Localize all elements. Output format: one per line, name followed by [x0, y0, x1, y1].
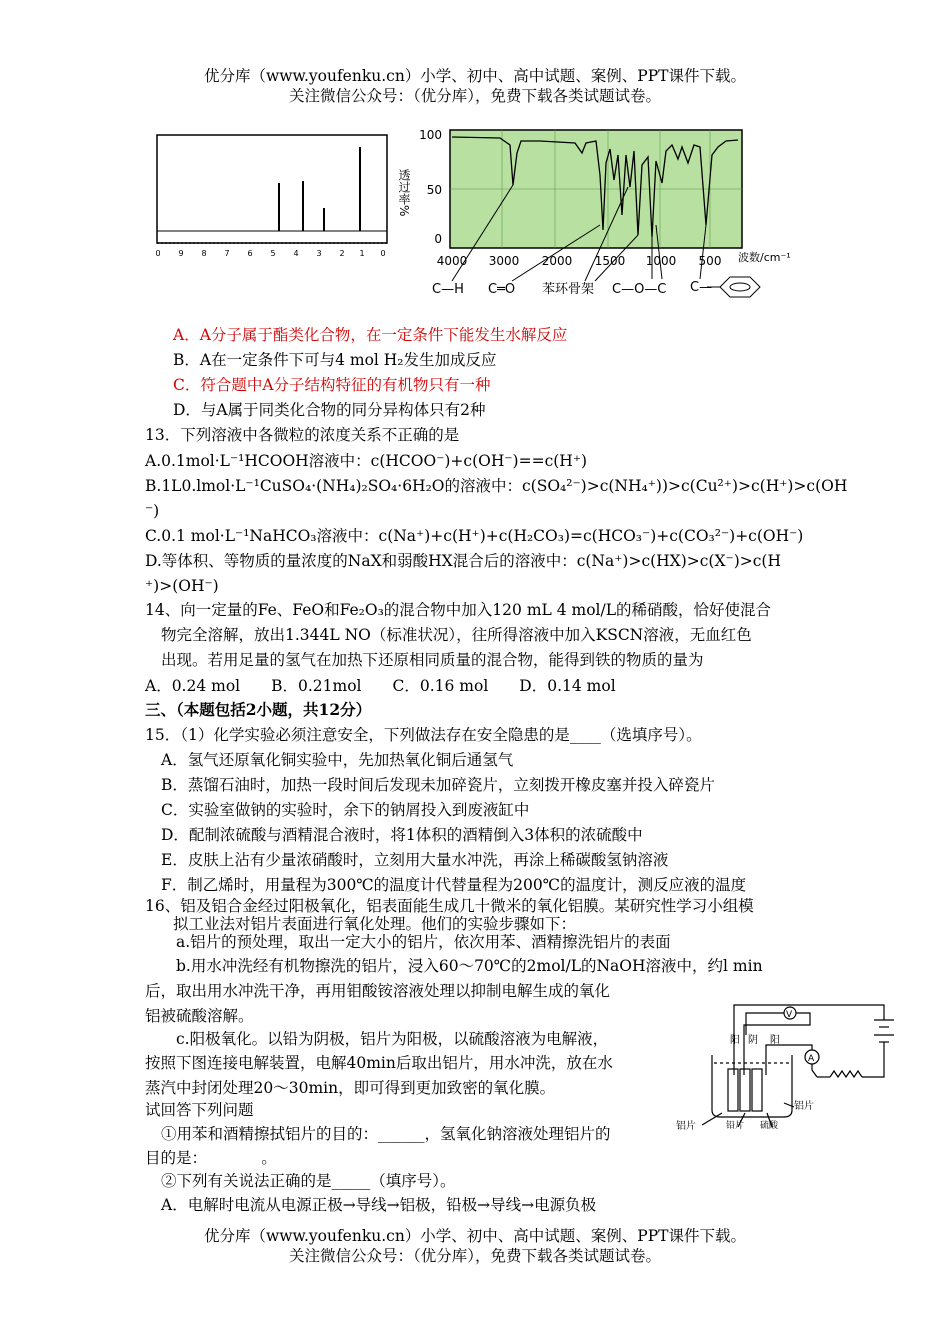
q16-step-b-cont2: 铝被硫酸溶解。: [145, 1007, 254, 1025]
footer-line-2: 关注微信公众号：（优分库），免费下载各类试题试卷。: [288, 1247, 661, 1265]
ir-y-label: 透过率%: [397, 169, 411, 217]
q12-option-c: C．符合题中A分子结构特征的有机物只有一种: [173, 376, 491, 394]
ir-y-tick: 0: [434, 232, 442, 246]
apparatus-label: 铅片: [726, 1121, 745, 1131]
ir-x-tick: 1500: [594, 254, 626, 268]
nmr-tick: 8: [201, 249, 207, 258]
q12-option-d: D．与A属于同类化合物的同分异构体只有2种: [173, 401, 486, 419]
q14-line-3: 出现。若用足量的氢气在加热下还原相同质量的混合物，能得到铁的物质的量为: [161, 651, 704, 669]
q15-stem: 15．（1）化学实验必须注意安全，下列做法存在安全隐患的是____（选填序号）。: [145, 726, 702, 744]
q16-step-c: c.阳极氧化。以铅为阴极，铝片为阳极，以硫酸溶液为电解液，: [176, 1030, 609, 1048]
apparatus-label: 硫酸: [760, 1121, 779, 1131]
nmr-tick: 6: [247, 249, 253, 258]
ir-peak-label: C—H: [432, 282, 464, 297]
nmr-tick: 1: [359, 249, 365, 258]
apparatus-label: 阳: [730, 1035, 740, 1046]
ir-peak-label: 苯环骨架: [542, 282, 595, 297]
nmr-tick: 9: [178, 249, 184, 258]
q13-stem: 13．下列溶液中各微粒的浓度关系不正确的是: [145, 426, 460, 444]
header-line-2: 关注微信公众号：（优分库），免费下载各类试题试卷。: [288, 87, 661, 105]
q13-option-d-cont: ⁺)>(OH⁻): [145, 577, 219, 595]
ir-spectrum-figure: [397, 125, 800, 303]
ir-x-unit: 波数/cm⁻¹: [738, 251, 791, 264]
q13-option-b: B.1L0.lmol·L⁻¹CuSO₄·(NH₄)₂SO₄·6H₂O的溶液中：c(SO₄²⁻)>c(NH₄⁺))>c(Cu²⁺)>c(H⁺)>c(OH: [145, 477, 848, 495]
q15-option-b: B．蒸馏石油时，加热一段时间后发现未加碎瓷片，立刻拨开橡皮塞并投入碎瓷片: [161, 776, 715, 794]
q16-step-c-cont: 按照下图连接电解装置，电解40min后取出铝片，用水冲洗，放在水: [145, 1054, 613, 1072]
q16-ask: 试回答下列问题: [145, 1101, 254, 1119]
header-line-1: 优分库（www.youfenku.cn）小学、初中、高中试题、案例、PPT课件下载。: [203, 67, 747, 85]
nmr-tick: 4: [293, 249, 299, 258]
nmr-tick: 2: [339, 249, 345, 258]
q16-question-2: ②下列有关说法正确的是_____（填序号）。: [161, 1172, 456, 1190]
ir-y-tick: 50: [426, 183, 442, 197]
q13-option-a: A.0.1mol·L⁻¹HCOOH溶液中：c(HCOO⁻)+c(OH⁻)==c(H⁺): [145, 452, 588, 470]
q12-option-a: A．A分子属于酯类化合物，在一定条件下能发生水解反应: [173, 326, 568, 344]
ir-peak-label: C—: [690, 280, 713, 295]
apparatus-label: 铝片: [676, 1121, 696, 1132]
nmr-tick: 0: [155, 249, 161, 258]
q13-option-b-cont: ⁻): [145, 502, 160, 520]
q16-line-1: 16、铝及铝合金经过阳极氧化，铝表面能生成几十微米的氧化铝膜。某研究性学习小组模: [145, 897, 754, 915]
nmr-spectrum-figure: [148, 130, 393, 265]
voltmeter-label: V: [786, 1010, 793, 1020]
q16-question-1-cont: 目的是： 。: [145, 1149, 277, 1167]
ir-x-tick: 1000: [645, 254, 677, 268]
q15-option-a: A．氢气还原氧化铜实验中，先加热氧化铜后通氢气: [161, 751, 514, 769]
q13-option-c: C.0.1 mol·L⁻¹NaHCO₃溶液中：c(Na⁺)+c(H⁺)+c(H₂CO₃)=c(HCO₃⁻)+c(CO₃²⁻)+c(OH⁻): [145, 527, 804, 545]
q16-question-1: ①用苯和酒精擦拭铝片的目的：______，氢氧化钠溶液处理铝片的: [161, 1125, 611, 1143]
nmr-tick: 3: [316, 249, 322, 258]
q14-line-1: 14、向一定量的Fe、FeO和Fe₂O₃的混合物中加入120 mL 4 mol/L的稀硝酸，恰好使混合: [145, 601, 772, 619]
q15-option-e: E．皮肤上沾有少量浓硝酸时，立刻用大量水冲洗，再涂上稀碳酸氢钠溶液: [161, 851, 669, 869]
q14-options: A．0.24 mol B．0.21mol C．0.16 mol D．0.14 mol: [145, 677, 616, 695]
q15-option-d: D．配制浓硫酸与酒精混合液时，将1体积的酒精倒入3体积的浓硫酸中: [161, 826, 643, 844]
ammeter-label: A: [808, 1054, 815, 1064]
ir-x-tick: 2000: [541, 254, 573, 268]
nmr-tick: 5: [270, 249, 276, 258]
q15-option-f: F．制乙烯时，用量程为300℃的温度计代替量程为200℃的温度计，测反应液的温度: [161, 876, 747, 894]
q12-option-b: B．A在一定条件下可与4 mol H₂发生加成反应: [173, 351, 497, 369]
q16-line-2: 拟工业法对铝片表面进行氧化处理。他们的实验步骤如下：: [173, 915, 577, 933]
ir-peak-label: C—O—C: [612, 282, 667, 297]
footer-line-1: 优分库（www.youfenku.cn）小学、初中、高中试题、案例、PPT课件下载。: [203, 1227, 747, 1245]
q15-option-c: C．实验室做钠的实验时，余下的钠屑投入到废液缸中: [161, 801, 530, 819]
ir-x-tick: 4000: [436, 254, 468, 268]
q13-option-d: D.等体积、等物质的量浓度的NaX和弱酸HX混合后的溶液中：c(Na⁺)>c(HX)>c(X⁻)>c(H: [145, 552, 781, 570]
apparatus-label: 铝片: [794, 1101, 814, 1112]
nmr-tick: 0: [380, 249, 386, 258]
ir-x-tick: 3000: [488, 254, 520, 268]
apparatus-label: 阳: [770, 1035, 780, 1046]
q16-step-b-cont: 后，取出用水冲洗干净，再用钼酸铵溶液处理以抑制电解生成的氧化: [145, 982, 611, 1000]
q16-step-c-cont2: 蒸汽中封闭处理20～30min，即可得到更加致密的氧化膜。: [145, 1079, 556, 1097]
ir-x-tick: 500: [698, 254, 722, 268]
q16-step-b: b.用水冲洗经有机物擦洗的铝片，浸入60～70℃的2mol/L的NaOH溶液中，约l min: [176, 957, 763, 975]
q16-option-a: A．电解时电流从电源正极→导线→铝极，铅极→导线→电源负极: [161, 1196, 597, 1214]
ir-peak-label: C═O: [488, 282, 516, 297]
q14-line-2: 物完全溶解，放出1.344L NO（标准状况），往所得溶液中加入KSCN溶液，无血红色: [161, 626, 752, 644]
section-3-heading: 三、（本题包括2小题，共12分）: [145, 700, 372, 719]
q16-step-a: a.铝片的预处理，取出一定大小的铝片，依次用苯、酒精擦洗铝片的表面: [176, 933, 671, 951]
apparatus-label: 阴: [748, 1035, 758, 1046]
ir-y-tick: 100: [419, 128, 442, 142]
electrolysis-apparatus-figure: [672, 995, 912, 1130]
nmr-tick: 7: [224, 249, 230, 258]
